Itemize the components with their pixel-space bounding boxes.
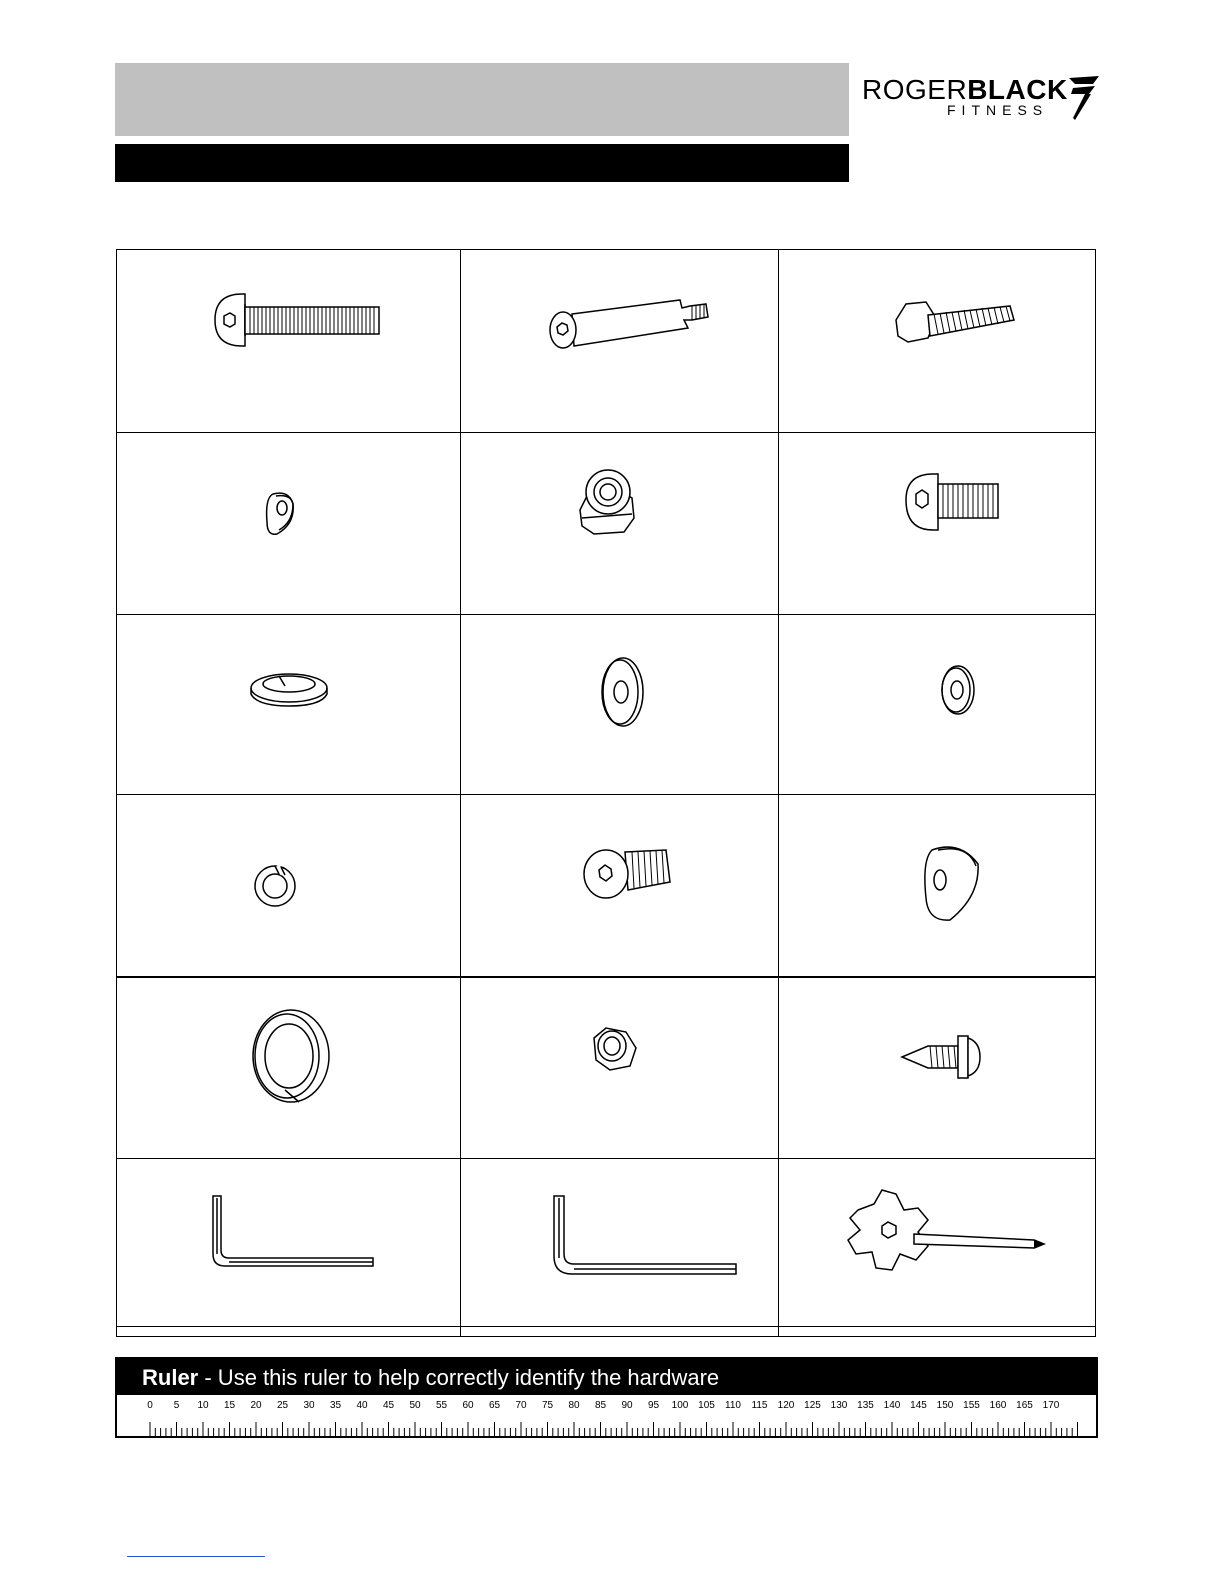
hardware-cell [117,250,460,432]
allen-key-small-icon [117,1158,460,1326]
pan-head-hex-bolt-long-icon [117,250,460,432]
hardware-cell [460,978,778,1158]
logo-black: BLACK [967,74,1068,105]
self-tapping-screw-icon [778,978,1097,1158]
multi-spanner-screwdriver-icon [778,1158,1097,1326]
footer-link-underline [127,1556,265,1557]
ruler-label: 25 [276,1400,289,1411]
spring-washer-small-icon [117,614,460,794]
hardware-cell [778,432,1097,614]
nylon-lock-nut-small-icon [460,978,778,1158]
ruler-label: 5 [173,1400,180,1411]
hardware-cell [117,1158,460,1326]
ruler-label: 40 [356,1400,368,1411]
hardware-cell [117,978,460,1158]
ruler-label: 60 [462,1400,474,1411]
hardware-cell [117,432,460,614]
button-head-bolt-icon [460,794,778,976]
pan-head-hex-bolt-short-icon [778,432,1097,614]
ruler-label: 100 [671,1400,689,1411]
split-lock-washer-icon [117,794,460,976]
grid-divider [117,1326,1095,1327]
brand-logo [862,74,1102,124]
header-black-bar [115,144,849,182]
hardware-cell [460,432,778,614]
ruler-label: 120 [777,1400,795,1411]
header-grey-bar [115,63,849,136]
ruler-label: 160 [989,1400,1007,1411]
curved-washer-large-icon [778,794,1097,976]
ruler-label: 35 [329,1400,342,1411]
ruler-label: 15 [223,1400,236,1411]
ruler-label: 85 [594,1400,607,1411]
hardware-cell [778,1158,1097,1326]
ruler-label: 75 [541,1400,554,1411]
curved-washer-small-icon [117,432,460,614]
ruler-title [142,1365,719,1391]
flat-washer-small-icon [778,614,1097,794]
ruler-label: 65 [488,1400,501,1411]
hardware-cell [778,250,1097,432]
ruler-title-bold: Ruler [142,1365,199,1390]
hardware-cell [778,614,1097,794]
ruler-label: 80 [568,1400,580,1411]
hardware-cell [460,1158,778,1326]
ruler-scale [117,1395,1096,1436]
ruler-label: 110 [725,1400,741,1411]
nylon-lock-nut-large-icon [460,432,778,614]
ruler-label: 135 [857,1400,874,1411]
ruler-label: 155 [963,1400,980,1411]
logo-fitness: FITNESS [947,102,1049,118]
ruler-label: 10 [197,1400,209,1411]
ruler-label: 50 [409,1400,421,1411]
ruler-label: 130 [830,1400,848,1411]
ruler-label: 70 [515,1400,527,1411]
flat-washer-medium-icon [460,614,778,794]
ruler [115,1357,1098,1438]
shoulder-bolt-icon [460,250,778,432]
ruler-title-rest: - Use this ruler to help correctly identify the hardware [198,1365,720,1390]
allen-key-large-icon [460,1158,778,1326]
ruler-label: 170 [1042,1400,1060,1411]
hardware-cell [460,614,778,794]
hardware-cell [778,794,1097,976]
logo-roger: ROGER [862,74,968,105]
runner-mark-icon [1067,74,1103,122]
ruler-label: 90 [621,1400,633,1411]
ruler-label: 150 [936,1400,954,1411]
hex-bolt-icon [778,250,1097,432]
ruler-label: 165 [1016,1400,1033,1411]
ruler-label: 140 [883,1400,901,1411]
hardware-cell [460,794,778,976]
ruler-label: 30 [303,1400,315,1411]
ruler-label: 145 [910,1400,927,1411]
hardware-cell [117,794,460,976]
ruler-label: 95 [647,1400,660,1411]
ruler-label: 20 [250,1400,262,1411]
ruler-header [117,1359,1096,1395]
spring-washer-large-icon [117,978,460,1158]
ruler-label: 105 [698,1400,715,1411]
hardware-cell [460,250,778,432]
ruler-label: 45 [382,1400,395,1411]
ruler-label: 55 [435,1400,448,1411]
hardware-grid [116,249,1096,1337]
ruler-label: 125 [804,1400,821,1411]
hardware-cell [117,614,460,794]
hardware-cell [778,978,1097,1158]
ruler-label: 115 [751,1400,768,1411]
ruler-label: 0 [147,1400,153,1411]
